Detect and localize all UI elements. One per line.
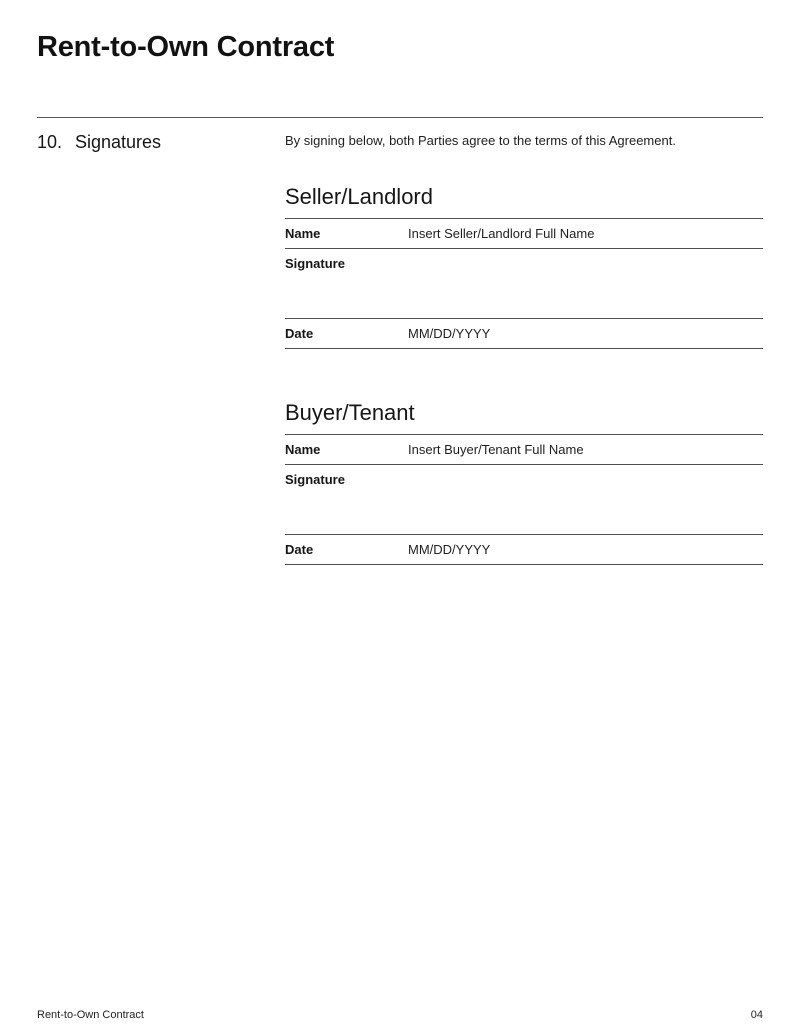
signature-table-buyer-tenant	[285, 434, 763, 565]
document-title: Rent-to-Own Contract	[37, 31, 335, 63]
signer-heading-buyer-tenant: Buyer/Tenant	[285, 400, 415, 425]
title-divider	[37, 117, 763, 118]
signature-row	[285, 465, 763, 535]
signature-block-buyer-tenant	[285, 401, 763, 565]
section-content	[285, 132, 763, 565]
date-value-field[interactable]: MM/DD/YYYY	[408, 326, 491, 341]
section-signatures	[37, 132, 763, 565]
section-label	[37, 132, 285, 565]
section-title: Signatures	[75, 132, 162, 152]
signature-label: Signature	[285, 472, 345, 487]
page-footer	[37, 1009, 763, 1022]
date-label: Date	[285, 326, 314, 341]
date-value-field[interactable]: MM/DD/YYYY	[408, 542, 491, 557]
date-row	[285, 535, 763, 565]
name-value-field[interactable]: Insert Buyer/Tenant Full Name	[408, 442, 584, 457]
signature-row	[285, 249, 763, 319]
name-label: Name	[285, 442, 321, 457]
name-row	[285, 435, 763, 465]
name-row	[285, 219, 763, 249]
section-number: 10.	[37, 132, 63, 152]
date-label: Date	[285, 542, 314, 557]
signature-block-seller-landlord	[285, 185, 763, 349]
footer-document-name: Rent-to-Own Contract	[37, 1009, 144, 1021]
signature-area[interactable]	[408, 249, 763, 319]
signer-heading-seller-landlord: Seller/Landlord	[285, 184, 433, 209]
date-row	[285, 319, 763, 349]
section-intro: By signing below, both Parties agree to the terms of this Agreement.	[285, 133, 676, 148]
name-label: Name	[285, 226, 321, 241]
name-value-field[interactable]: Insert Seller/Landlord Full Name	[408, 226, 595, 241]
signature-area[interactable]	[408, 465, 763, 535]
signature-table-seller-landlord	[285, 218, 763, 349]
signature-label: Signature	[285, 256, 345, 271]
footer-page-number: 04	[750, 1009, 763, 1021]
